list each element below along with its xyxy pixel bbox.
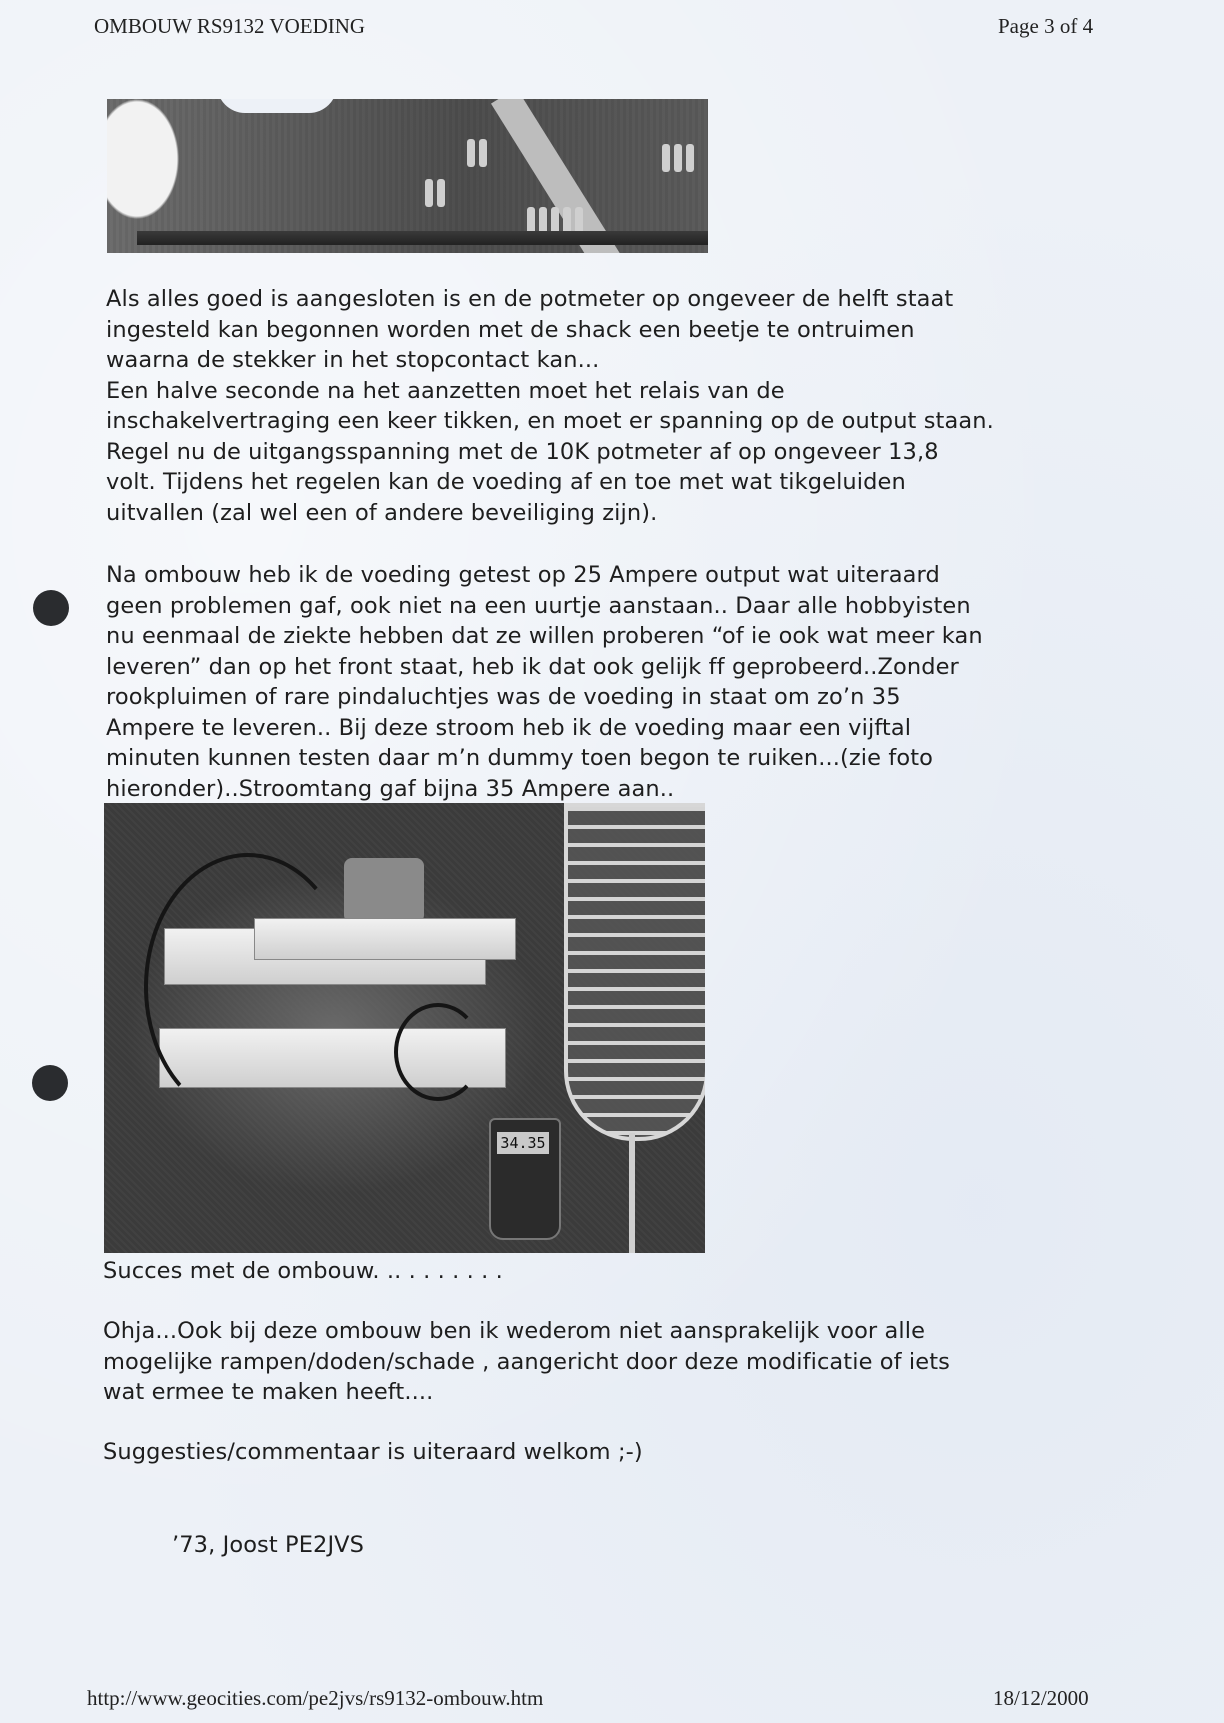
binder-hole	[32, 1065, 68, 1101]
component	[437, 179, 445, 207]
binder-hole	[33, 590, 69, 626]
fan-stand	[629, 1133, 635, 1253]
disclaimer: Ohja...Ook bij deze ombouw ben ik wederom niet aansprakelijk voor alle mogelijke rampen/doden/schade , aangericht door deze modificatie of iets wat ermee te maken heeft....	[103, 1318, 950, 1405]
pcb-edge	[137, 231, 708, 245]
footer-date: 18/12/2000	[993, 1686, 1089, 1710]
meter-display: 34.35	[497, 1132, 549, 1154]
component	[662, 144, 670, 172]
component	[686, 144, 694, 172]
suggestions-line: Suggesties/commentaar is uiteraard welkom ;-)	[103, 1439, 643, 1465]
clamp-meter	[489, 1118, 561, 1240]
document-title: OMBOUW RS9132 VOEDING	[94, 14, 366, 38]
circuit-board-photo	[107, 99, 708, 253]
photo-notch	[217, 99, 337, 113]
component	[425, 179, 433, 207]
success-line: Succes met de ombouw. .. . . . . . . .	[103, 1258, 503, 1284]
ribbon-cable	[491, 99, 633, 253]
signature: ’73, Joost PE2JVS	[172, 1532, 365, 1558]
component	[467, 139, 475, 167]
transformer	[344, 858, 424, 923]
test-setup-photo	[104, 803, 705, 1253]
cable	[144, 853, 352, 1121]
page-number: Page 3 of 4	[998, 14, 1094, 38]
paragraph-test: Na ombouw heb ik de voeding getest op 25 Ampere output wat uiteraard geen problemen gaf, ook niet na een uurtje aanstaan.. Daar alle hobbyisten nu eenmaal de ziekte hebben dat ze willen proberen “of ie ook wat meer kan leveren” dan op het front staat, heb ik dat ook gelijk ff geprobeerd..Zonder rookpluimen of rare pindaluchtjes was de voeding in staat om zo’n 35 Ampere te leveren.. Bij deze stroom heb ik de voeding maar een vijftal minuten kunnen testen daar m’n dummy toen begon te ruiken...(zie foto hieronder)..Stroomtang gaf bijna 35 Ampere aan..	[106, 562, 983, 802]
cable	[394, 1003, 482, 1101]
component	[479, 139, 487, 167]
fan-guard	[564, 803, 705, 1141]
paragraph-setup: Als alles goed is aangesloten is en de potmeter op ongeveer de helft staat ingesteld kan begonnen worden met de shack een beetje te ontruimen waarna de stekker in het stopcontact kan... Een halve seconde na het aanzetten moet het relais van de inschakelvertraging een keer tikken, en moet er spanning op de output staan. Regel nu de uitgangsspanning met de 10K potmeter af op ongeveer 13,8 volt. Tijdens het regelen kan de voeding af en toe met wat tikgeluiden uitvallen (zal wel een of andere beveiliging zijn).	[106, 286, 994, 526]
component	[674, 144, 682, 172]
footer-url: http://www.geocities.com/pe2jvs/rs9132-ombouw.htm	[87, 1686, 544, 1710]
